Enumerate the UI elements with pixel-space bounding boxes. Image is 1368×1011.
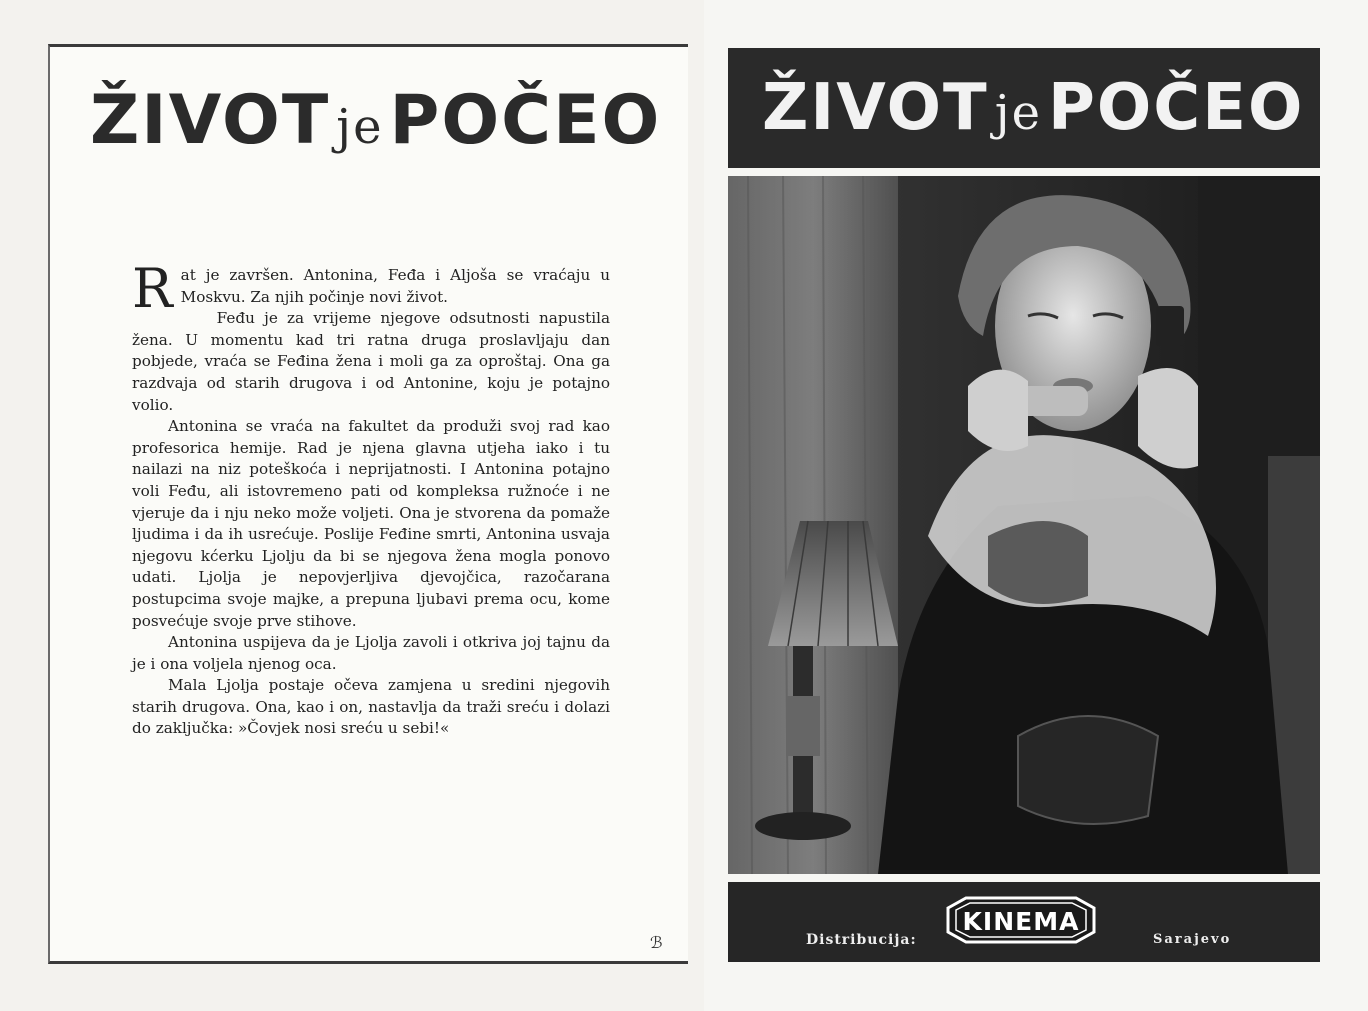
left-page-title: [90, 81, 662, 160]
paragraph-3: Antonina se vraća na fakultet da produži svoj rad kao profesorica hemije. Rad je njena glavna utjeha iako i tu nailazi na niz poteškoća i neprijatnosti. I Antonina potajno voli Feđu, ali istovremeno pati od kompleksa ružnoće i ne vjeruje da i nju neko može voljeti. Ona je stvorena da pomaže ljudima i da ih usrećuje. Poslije Feđine smrti, Antonina usvaja njegovu kćerku Ljolju da bi se njegova žena mogla ponovo udati. Ljolja je nepovjerljiva djevojčica, razočarana postupcima svoje majke, a prepuna ljubavi prema ocu, kome posvećuje svoje prve stihove.: [132, 417, 610, 630]
cover-page: [704, 0, 1368, 1011]
paragraph-1-text: at je završen. Antonina, Feđa i Aljoša se vraćaju u Moskvu. Za njih počinje novi život.: [180, 266, 610, 306]
paragraph-1: [132, 257, 610, 320]
title-word-poceo: POČEO: [389, 81, 662, 160]
paragraph-2: Feđu je za vrijeme njegove odsutnosti napustila žena. U momentu kad tri ratna druga proslavljaju dan pobjede, vraća se Feđina žena i moli ga za oproštaj. Ona ga razdvaja od starih drugova i od Antonine, koju je potajno volio.: [132, 309, 610, 414]
kinema-logo-text: KINEMA: [962, 907, 1080, 936]
cover-header: [728, 48, 1320, 168]
cover-title: [762, 71, 1305, 145]
cover-footer: [728, 882, 1320, 962]
paragraph-5: Mala Ljolja postaje očeva zamjena u sredini njegovih starih drugova. Ona, kao i on, nastavlja da traži sreću i dolazi do zaključka: »Čovjek nosi sreću u sebi!«: [132, 676, 610, 738]
film-still-illustration: [728, 176, 1320, 874]
left-page: [48, 44, 688, 964]
title-word-je: je: [336, 99, 384, 155]
title-word-zivot: ŽIVOT: [90, 81, 331, 160]
kinema-logo: [942, 894, 1100, 946]
paragraph-4: Antonina uspijeva da je Ljolja zavoli i otkriva joj tajnu da je i ona voljela njenog oca.: [132, 633, 610, 673]
cover-photo: [728, 176, 1320, 874]
cover-title-je: je: [994, 85, 1042, 141]
cover-title-zivot: ŽIVOT: [762, 71, 989, 145]
printer-mark-icon: ℬ: [650, 933, 663, 952]
synopsis-text: [132, 257, 610, 740]
drop-cap: R: [132, 257, 173, 320]
distribution-label: Distribucija:: [806, 932, 917, 948]
cover-title-poceo: POČEO: [1047, 71, 1305, 145]
city-label: Sarajevo: [1153, 932, 1232, 947]
